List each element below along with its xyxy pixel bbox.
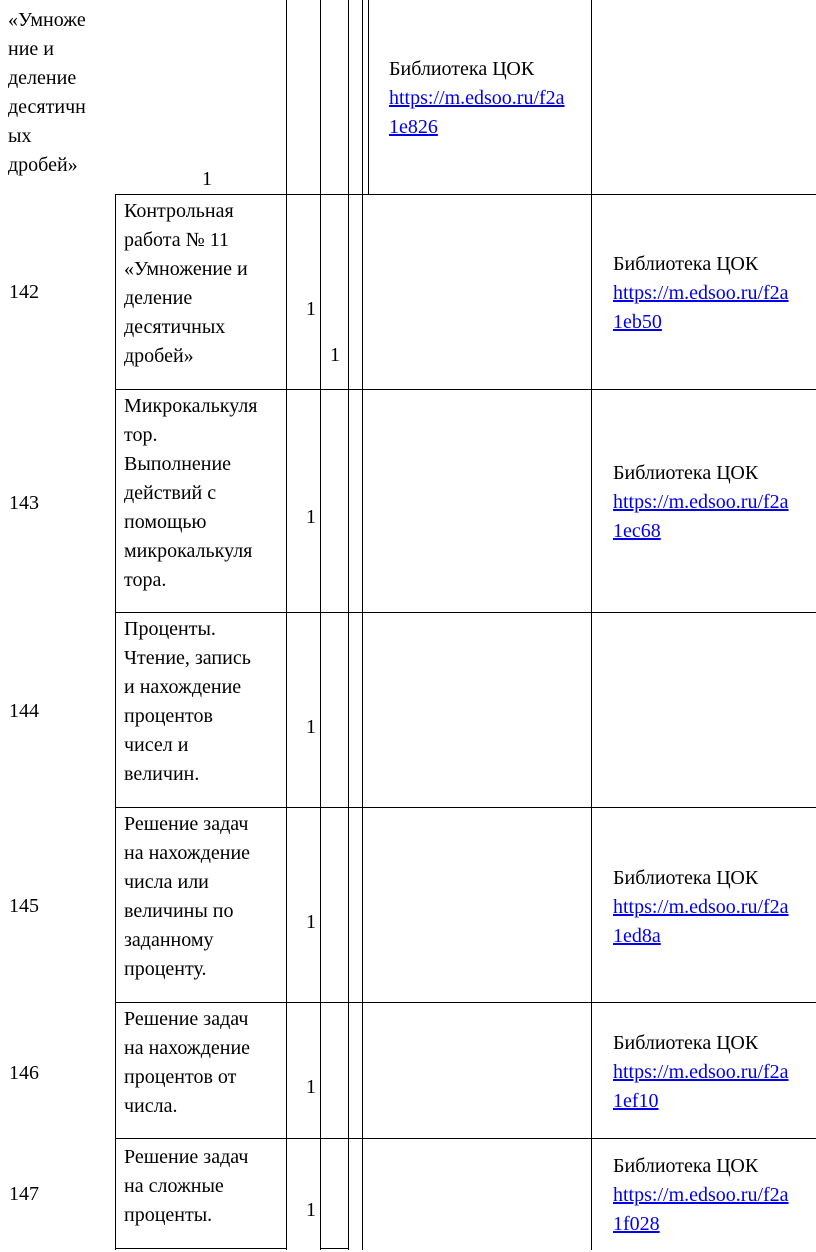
resource-link-line: https://m.edsoo.ru/f2a bbox=[613, 491, 789, 513]
topic-line: десятичн bbox=[8, 96, 86, 118]
topic-line: деление bbox=[8, 67, 77, 89]
topic-line: Выполнение bbox=[124, 453, 232, 475]
column-border bbox=[286, 0, 287, 1250]
hours-cell: 1 bbox=[306, 716, 316, 738]
topic-line: десятичных bbox=[124, 316, 226, 338]
topic-line: дробей» bbox=[124, 345, 194, 367]
row-number: 142 bbox=[9, 281, 39, 303]
topic-line: проценты. bbox=[124, 1204, 213, 1226]
topic-line: процентов bbox=[124, 705, 213, 727]
hours-cell: 1 bbox=[306, 506, 316, 528]
resource-cell bbox=[389, 55, 565, 142]
topic-line: тора. bbox=[124, 569, 167, 591]
resource-link-line: https://m.edsoo.ru/f2a bbox=[613, 1061, 789, 1083]
control-cell: 1 bbox=[330, 344, 340, 366]
topic-line: помощью bbox=[124, 511, 207, 533]
hours-cell: 1 bbox=[306, 298, 316, 320]
column-border bbox=[591, 0, 592, 1250]
topic-line: Микрокалькуля bbox=[124, 395, 258, 417]
topic-cell bbox=[124, 197, 248, 371]
resource-cell bbox=[613, 459, 789, 546]
row-number: 146 bbox=[9, 1062, 39, 1084]
row-border bbox=[115, 1138, 816, 1139]
hours-cell: 1 bbox=[202, 168, 212, 190]
topic-line: числа или bbox=[124, 871, 209, 893]
row-border bbox=[115, 807, 816, 808]
resource-link-line: https://m.edsoo.ru/f2a bbox=[613, 896, 789, 918]
row-number: 144 bbox=[9, 700, 39, 722]
row-border bbox=[115, 389, 816, 390]
resource-link[interactable] bbox=[613, 488, 789, 546]
topic-line: Решение задач bbox=[124, 1146, 249, 1168]
resource-cell bbox=[613, 1029, 789, 1116]
topic-cell bbox=[124, 1005, 250, 1121]
topic-line: проценту. bbox=[124, 958, 207, 980]
row-number: 145 bbox=[9, 895, 39, 917]
topic-line: деление bbox=[124, 287, 193, 309]
topic-cell bbox=[124, 615, 251, 789]
column-border bbox=[362, 0, 363, 1250]
topic-line: величины по bbox=[124, 900, 234, 922]
hours-cell: 1 bbox=[306, 1076, 316, 1098]
row-number: 143 bbox=[9, 492, 39, 514]
topic-line: заданному bbox=[124, 929, 214, 951]
topic-line: Чтение, запись bbox=[124, 647, 251, 669]
resource-link-line: https://m.edsoo.ru/f2a bbox=[613, 282, 789, 304]
topic-line: числа. bbox=[124, 1095, 178, 1117]
hours-cell: 1 bbox=[306, 911, 316, 933]
resource-label: Библиотека ЦОК bbox=[613, 462, 759, 484]
resource-link-line: 1ef10 bbox=[613, 1090, 659, 1112]
resource-link-line: 1eb50 bbox=[613, 311, 662, 333]
resource-label: Библиотека ЦОК bbox=[613, 253, 759, 275]
column-border bbox=[348, 0, 349, 1250]
topic-cell bbox=[124, 810, 250, 984]
topic-line: на нахождение bbox=[124, 1037, 251, 1059]
resource-link[interactable] bbox=[613, 1181, 789, 1239]
resource-link-line: 1ed8a bbox=[613, 925, 661, 947]
row-border bbox=[115, 1248, 287, 1249]
row-number: 147 bbox=[9, 1183, 39, 1205]
resource-link-line: https://m.edsoo.ru/f2a bbox=[613, 1184, 789, 1206]
resource-label: Библиотека ЦОК bbox=[389, 58, 535, 80]
topic-cell bbox=[8, 6, 86, 180]
resource-link-line: 1e826 bbox=[389, 116, 438, 138]
topic-line: и нахождение bbox=[124, 676, 242, 698]
topic-line: величин. bbox=[124, 763, 200, 785]
topic-line: Контрольная bbox=[124, 200, 234, 222]
resource-link-line: https://m.edsoo.ru/f2a bbox=[389, 87, 565, 109]
column-border bbox=[320, 0, 321, 1250]
topic-line: ние и bbox=[8, 38, 54, 60]
row-border bbox=[115, 1002, 816, 1003]
resource-label: Библиотека ЦОК bbox=[613, 1155, 759, 1177]
topic-line: Проценты. bbox=[124, 618, 216, 640]
topic-line: Решение задач bbox=[124, 813, 249, 835]
topic-line: на нахождение bbox=[124, 842, 251, 864]
resource-label: Библиотека ЦОК bbox=[613, 1032, 759, 1054]
topic-line: действий с bbox=[124, 482, 217, 504]
topic-line: процентов от bbox=[124, 1066, 237, 1088]
row-border bbox=[115, 612, 816, 613]
resource-link-line: 1f028 bbox=[613, 1213, 660, 1235]
row-border bbox=[115, 194, 816, 195]
resource-link[interactable] bbox=[389, 84, 565, 142]
topic-line: на сложные bbox=[124, 1175, 224, 1197]
topic-line: Решение задач bbox=[124, 1008, 249, 1030]
hours-cell: 1 bbox=[306, 1199, 316, 1221]
resource-link[interactable] bbox=[613, 1058, 789, 1116]
topic-line: чисел и bbox=[124, 734, 189, 756]
resource-cell bbox=[613, 1152, 789, 1239]
resource-link-line: 1ec68 bbox=[613, 520, 661, 542]
row-border bbox=[321, 1248, 349, 1249]
topic-line: «Умноже bbox=[8, 9, 86, 31]
topic-line: работа № 11 bbox=[124, 229, 229, 251]
resource-link[interactable] bbox=[613, 893, 789, 951]
topic-line: дробей» bbox=[8, 154, 78, 176]
resource-cell bbox=[613, 250, 789, 337]
topic-line: ых bbox=[8, 125, 32, 147]
topic-line: «Умножение и bbox=[124, 258, 248, 280]
topic-line: микрокалькуля bbox=[124, 540, 253, 562]
topic-line: тор. bbox=[124, 424, 158, 446]
resource-cell bbox=[613, 864, 789, 951]
topic-cell bbox=[124, 1143, 248, 1230]
resource-label: Библиотека ЦОК bbox=[613, 867, 759, 889]
column-border bbox=[115, 194, 116, 1250]
resource-link[interactable] bbox=[613, 279, 789, 337]
column-border bbox=[368, 0, 369, 194]
topic-cell bbox=[124, 392, 258, 595]
